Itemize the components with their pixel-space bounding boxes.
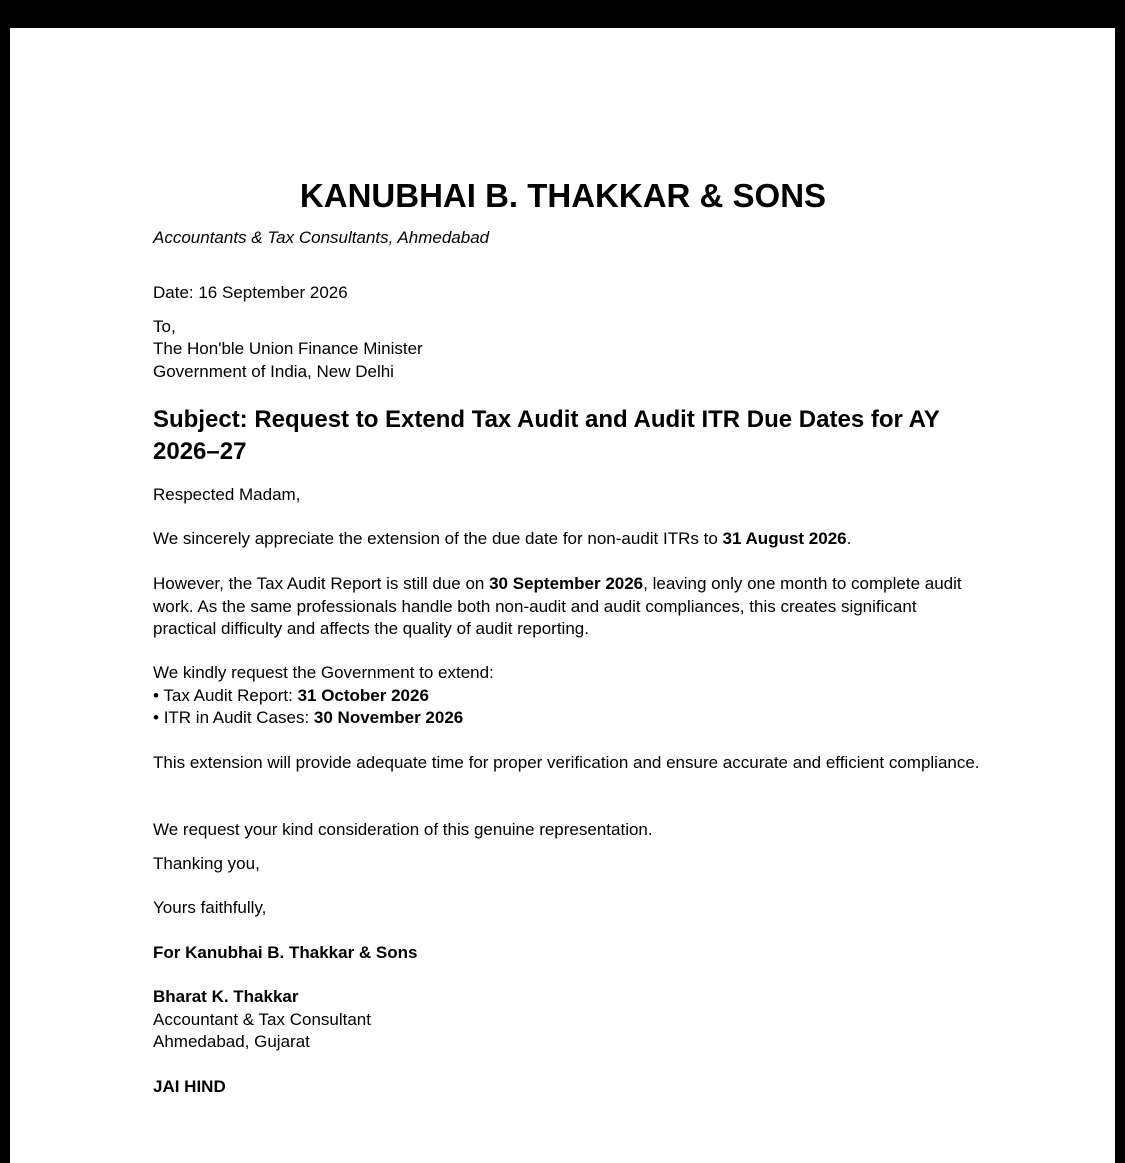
signatory-designation: Accountant & Tax Consultant bbox=[153, 1010, 371, 1029]
paragraph-difficulty-text-before: However, the Tax Audit Report is still due on bbox=[153, 574, 490, 593]
paragraph-difficulty bbox=[153, 573, 983, 641]
closing-yours-faithfully: Yours faithfully, bbox=[153, 898, 267, 917]
firm-tagline: Accountants & Tax Consultants, Ahmedabad bbox=[153, 228, 490, 247]
paragraph-difficulty-text-after: , leaving only one month to complete audit work. As the same professionals handle both non-audit and audit compliances, this creates significant practical difficulty and affects the quality of audit reporting. bbox=[153, 574, 962, 638]
signatory-name: Bharat K. Thakkar bbox=[153, 987, 299, 1006]
request-item-date: 31 October 2026 bbox=[297, 686, 429, 705]
for-firm: For Kanubhai B. Thakkar & Sons bbox=[153, 943, 418, 962]
request-item bbox=[153, 685, 429, 708]
request-item bbox=[153, 707, 463, 730]
request-item-label: ITR in Audit Cases: bbox=[163, 708, 314, 727]
letter-page bbox=[10, 28, 1115, 1163]
sign-off: JAI HIND bbox=[153, 1077, 226, 1096]
paragraph-appreciation bbox=[153, 528, 851, 551]
subject-heading: Subject: Request to Extend Tax Audit and Audit ITR Due Dates for AY 2026–27 bbox=[153, 406, 940, 465]
bullet: • bbox=[153, 708, 164, 727]
request-item-date: 30 November 2026 bbox=[313, 708, 464, 727]
date-line: Date: 16 September 2026 bbox=[153, 283, 348, 302]
non-audit-due-date: 31 August 2026 bbox=[722, 529, 847, 548]
signatory-location: Ahmedabad, Gujarat bbox=[153, 1032, 310, 1051]
tax-audit-current-due-date: 30 September 2026 bbox=[489, 574, 644, 593]
paragraph-appreciation-end: . bbox=[846, 529, 852, 548]
recipient-to: To, bbox=[153, 317, 176, 336]
firm-name: KANUBHAI B. THAKKAR & SONS bbox=[299, 177, 827, 214]
salutation: Respected Madam, bbox=[153, 485, 301, 504]
request-item-label: Tax Audit Report: bbox=[163, 686, 298, 705]
bullet: • bbox=[153, 686, 164, 705]
request-intro: We kindly request the Government to extend: bbox=[153, 663, 494, 682]
recipient-line-1: The Hon'ble Union Finance Minister bbox=[153, 339, 423, 358]
closing-thanks: Thanking you, bbox=[153, 854, 260, 873]
paragraph-appreciation-text: We sincerely appreciate the extension of the due date for non-audit ITRs to bbox=[153, 529, 723, 548]
paragraph-consideration: We request your kind consideration of this genuine representation. bbox=[153, 820, 653, 839]
recipient-line-2: Government of India, New Delhi bbox=[153, 362, 394, 381]
paragraph-benefit: This extension will provide adequate time for proper verification and ensure accurate and efficient compliance. bbox=[153, 753, 980, 772]
